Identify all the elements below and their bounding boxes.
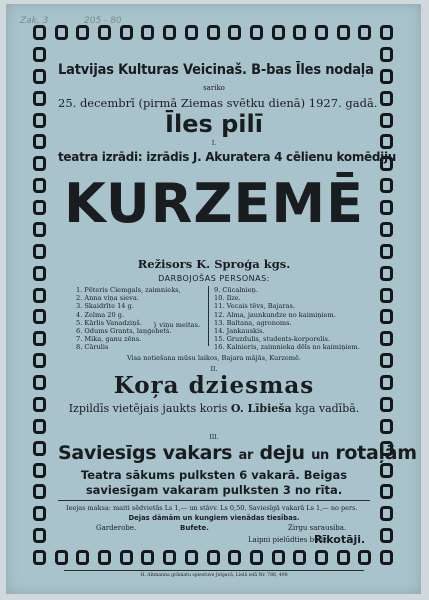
cast-member: 5. Kārlis Vanadziņš. bbox=[76, 318, 142, 327]
choir-description bbox=[58, 402, 370, 415]
cast-member: 14. Jankauskis. bbox=[214, 327, 265, 336]
border-ornament bbox=[337, 550, 350, 565]
evening-title bbox=[58, 442, 417, 464]
garderobe-label: Garderobe. bbox=[96, 524, 137, 532]
border-ornament bbox=[33, 288, 46, 303]
border-ornament bbox=[228, 25, 241, 40]
border-ornament bbox=[272, 550, 285, 565]
border-ornament bbox=[380, 134, 393, 149]
border-ornament bbox=[337, 25, 350, 40]
border-ornament bbox=[185, 25, 198, 40]
cast-brace-note: } viņu meitas. bbox=[153, 321, 201, 329]
border-ornament bbox=[380, 69, 393, 84]
border-ornament bbox=[163, 550, 176, 565]
border-ornament bbox=[33, 134, 46, 149]
bufete-label: Bufete. bbox=[180, 524, 209, 532]
border-ornament bbox=[293, 550, 306, 565]
border-ornament bbox=[98, 25, 111, 40]
border-ornament bbox=[98, 550, 111, 565]
setting-note: Visa notiešana mūsu laikos, Bajara mājās, Kurzemē. bbox=[126, 354, 302, 362]
border-ornament bbox=[380, 419, 393, 434]
poster-content bbox=[58, 50, 417, 550]
border-ornament bbox=[228, 550, 241, 565]
border-ornament bbox=[120, 25, 133, 40]
border-ornament bbox=[315, 550, 328, 565]
border-ornament bbox=[141, 25, 154, 40]
border-ornament bbox=[163, 25, 176, 40]
border-ornament bbox=[380, 463, 393, 478]
border-ornament bbox=[33, 309, 46, 324]
cast-list-left bbox=[76, 286, 206, 352]
cast-member: 16. Kalnieris, zaimnieka dēls no kaimiņiem. bbox=[214, 343, 360, 352]
border-ornament bbox=[293, 25, 306, 40]
border-ornament bbox=[250, 550, 263, 565]
evening-title-a: Saviesīgs vakars bbox=[58, 442, 233, 464]
choir-desc-prefix: Izpildīs vietējais jaukts koris bbox=[68, 402, 228, 415]
border-ornament bbox=[380, 506, 393, 521]
border-ornament bbox=[33, 331, 46, 346]
border-ornament bbox=[380, 309, 393, 324]
border-ornament bbox=[315, 25, 328, 40]
cast-member: 12. Alma, jaunkundze no kaimiņiem. bbox=[214, 310, 336, 319]
border-ornament bbox=[380, 222, 393, 237]
border-ornament bbox=[358, 25, 371, 40]
border-ornament bbox=[76, 550, 89, 565]
border-ornament bbox=[250, 25, 263, 40]
director-line: Režisors K. Sproģa kgs. bbox=[137, 257, 291, 271]
border-ornament bbox=[380, 550, 393, 565]
border-ornament bbox=[358, 550, 371, 565]
printer-imprint: H. Altmanna grāmatu spiestuve Jelgavā, Lielā ielā Nr. 786, 498 bbox=[64, 570, 364, 578]
border-ornament bbox=[55, 550, 68, 565]
border-ornament bbox=[207, 550, 220, 565]
border-ornament bbox=[380, 288, 393, 303]
border-ornament bbox=[380, 528, 393, 543]
cast-heading: DARBOJOŠAS PERSONAS: bbox=[158, 274, 270, 283]
cast-member: 13. Baltana, agronoms. bbox=[214, 318, 292, 327]
evening-title-un: un bbox=[311, 448, 330, 463]
section-two-marker: II. bbox=[210, 366, 218, 373]
border-ornament bbox=[380, 266, 393, 281]
cast-member: 15. Gruzdulis, students-korporelis. bbox=[214, 335, 330, 344]
cast-member: 4. Zelma 20 g. bbox=[76, 310, 125, 319]
border-ornament bbox=[120, 550, 133, 565]
border-ornament bbox=[76, 25, 89, 40]
section-three-marker: III. bbox=[209, 434, 219, 441]
organizer-title: Latvijas Kulturas Veicinaš. B-bas Īles nodaļa bbox=[58, 62, 374, 78]
border-ornament bbox=[33, 178, 46, 193]
border-ornament bbox=[380, 397, 393, 412]
evening-title-ar: ar bbox=[238, 448, 254, 463]
invite-text: Laipni pielūdties būdz bbox=[248, 536, 327, 544]
border-ornament bbox=[33, 25, 46, 40]
stable-label: Zirgu sarausiba. bbox=[288, 524, 347, 532]
cast-member: 9. Cūcalnieņ. bbox=[214, 286, 259, 294]
cast-list-right bbox=[214, 286, 374, 352]
border-ornament bbox=[33, 47, 46, 62]
border-ornament bbox=[33, 506, 46, 521]
border-ornament bbox=[380, 91, 393, 106]
border-ornament bbox=[33, 244, 46, 259]
border-ornament bbox=[33, 69, 46, 84]
cast-member: 6. Odums Grants, laņģebets. bbox=[76, 327, 172, 336]
performance-line: teatra izrādi: izrādis J. Akuratera 4 cēlienu komēdiju bbox=[58, 150, 397, 164]
border-ornament bbox=[33, 550, 46, 565]
choir-desc-suffix: kga vadībā. bbox=[295, 402, 360, 415]
border-ornament bbox=[33, 397, 46, 412]
start-time-line2: saviesīgam vakaram pulksten 3 no rīta. bbox=[85, 483, 343, 497]
border-ornament bbox=[272, 25, 285, 40]
border-ornament bbox=[33, 463, 46, 478]
play-title: KURZEMĒ bbox=[64, 172, 364, 235]
sariko-label: sariko bbox=[203, 84, 225, 92]
border-ornament bbox=[380, 353, 393, 368]
border-ornament bbox=[33, 222, 46, 237]
cast-member: 7. Mika, ganu zēns. bbox=[76, 335, 142, 344]
border-ornament bbox=[33, 419, 46, 434]
border-ornament bbox=[380, 178, 393, 193]
pencil-note-right: 205 - 80 bbox=[84, 16, 122, 26]
border-ornament bbox=[380, 113, 393, 128]
border-ornament bbox=[33, 113, 46, 128]
choir-conductor: O. Lībieša bbox=[230, 402, 292, 415]
border-ornament bbox=[380, 200, 393, 215]
border-ornament bbox=[380, 244, 393, 259]
border-ornament bbox=[380, 375, 393, 390]
border-ornament bbox=[141, 550, 154, 565]
border-ornament bbox=[380, 25, 393, 40]
cast-member: 1. Pēteris Ciemgals, zaimnieks, bbox=[76, 286, 181, 294]
cast-member: 10. Ilze. bbox=[214, 294, 241, 303]
price-line: Ieejas maksa: maiti sēdvietās Ls 1,— un stāvv. Ls 0,50. Saviesīgā vakarā Ls 1,— no pers. bbox=[58, 500, 370, 512]
border-ornament bbox=[380, 484, 393, 499]
cast-member: 3. Skaidrīte 14 g. bbox=[76, 302, 134, 311]
cast-brace-label: viņu meitas. bbox=[159, 321, 201, 329]
cast-divider bbox=[208, 286, 209, 346]
event-date: 25. decembrī (pirmā Ziemas svētku dienā) 1927. gadā. bbox=[58, 96, 378, 110]
border-ornament bbox=[380, 47, 393, 62]
border-ornament bbox=[33, 353, 46, 368]
border-ornament bbox=[33, 484, 46, 499]
border-ornament bbox=[380, 331, 393, 346]
evening-title-b: deju bbox=[259, 442, 305, 464]
border-ornament bbox=[33, 375, 46, 390]
border-ornament bbox=[207, 25, 220, 40]
section-one-marker: I. bbox=[211, 140, 217, 147]
cast-member: 11. Vecais tēvs, Bajaras. bbox=[214, 302, 296, 311]
border-ornament bbox=[33, 441, 46, 456]
start-time-line1: Teatra sākums pulksten 6 vakarā. Beigas bbox=[80, 468, 348, 482]
evening-title-c: rotaļām bbox=[335, 442, 417, 464]
border-ornament bbox=[55, 25, 68, 40]
choir-title: Koŗa dziesmas bbox=[113, 372, 315, 399]
border-ornament bbox=[33, 91, 46, 106]
border-ornament bbox=[33, 266, 46, 281]
cast-member: 2. Anna viņa sieva. bbox=[76, 294, 139, 303]
dance-rights-note: Dejas dāmām un kungiem vienādas tiesības. bbox=[128, 514, 300, 522]
border-ornament bbox=[33, 528, 46, 543]
pencil-note-left: Zak. 3 bbox=[20, 16, 49, 26]
border-ornament bbox=[33, 200, 46, 215]
border-ornament bbox=[185, 550, 198, 565]
border-ornament bbox=[33, 156, 46, 171]
organizers-signature: Rīkotāji. bbox=[314, 533, 366, 546]
cast-member: 8. Cārulis bbox=[76, 343, 109, 352]
venue-title: Īles pilī bbox=[165, 110, 263, 138]
